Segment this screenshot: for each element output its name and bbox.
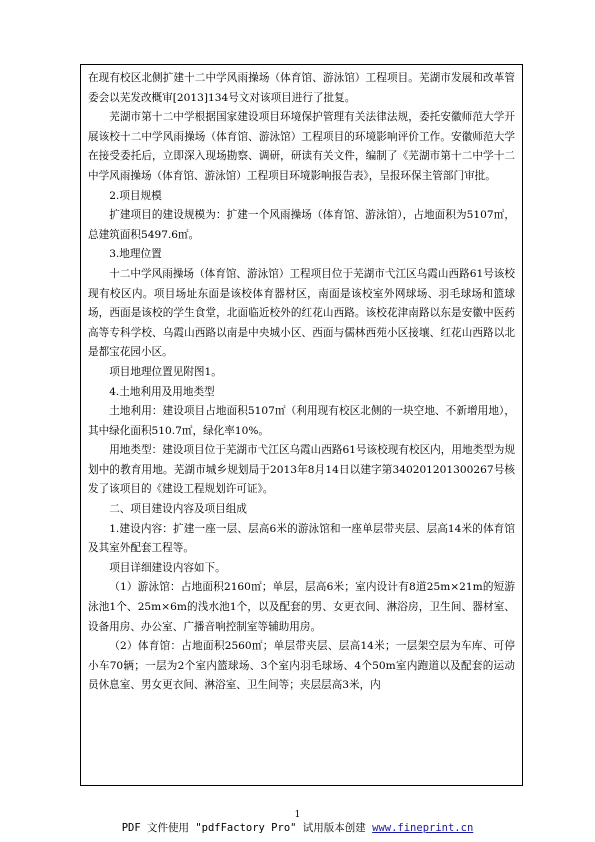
paragraph: （1）游泳馆：占地面积2160㎡；单层，层高6米；室内设计有8道25m×21m的短游泳池1个、25m×6m的浅水池1个，以及配套的男、女更衣间、淋浴房，卫生间、器材室、设备用房、办公室、广播音响控制室等辅助用房。	[88, 581, 515, 633]
paragraph: 2.项目规模	[109, 189, 162, 202]
content-frame	[80, 64, 523, 786]
footer-link[interactable]: www.fineprint.cn	[372, 822, 474, 834]
document-body	[81, 65, 522, 696]
pdf-footer	[0, 820, 595, 835]
paragraph: 扩建项目的建设规模为：扩建一个风雨操场（体育馆、游泳馆），占地面积为5107㎡，总建筑面积5497.6㎡。	[88, 209, 515, 241]
paragraph: 芜湖市第十二中学根据国家建设项目环境保护管理有关法律法规，委托安徽师范大学开展该校十二中学风雨操场（体育馆、游泳馆）工程项目的环境影响评价工作。安徽师范大学在接受委托后，立即深入现场勘察、调研，研读有关文件，编制了《芜湖市第十二中学十二中学风雨操场（体育馆、游泳馆）工程项目环境影响报告表》，呈报环保主管部门审批。	[88, 111, 515, 182]
paragraph: 土地利用：建设项目占地面积5107㎡（利用现有校区北侧的一块空地、不新增用地），其中绿化面积510.7㎡，绿化率10%。	[88, 405, 515, 437]
paragraph: 项目地理位置见附图1。	[109, 365, 222, 378]
paragraph: （2）体育馆：占地面积2560㎡；单层带夹层、层高14米；一层架空层为车库、可停小车70辆；一层为2个室内篮球场、3个室内羽毛球场、4个50m室内跑道以及配套的运动员休息室、男女更衣间、淋浴室、卫生间等；夹层层高3米，内	[88, 640, 515, 692]
paragraph: 4.土地利用及用地类型	[109, 385, 215, 398]
paragraph: 用地类型：建设项目位于芜湖市弋江区乌霞山西路61号该校现有校区内，用地类型为规划中的教育用地。芜湖市城乡规划局于2013年8月14日以建字第340201201300267号核发了该项目的《建设工程规划许可证》。	[88, 444, 515, 496]
paragraph: 在现有校区北侧扩建十二中学风雨操场（体育馆、游泳馆）工程项目。芜湖市发展和改革管委会以芜发改概审[2013]134号文对该项目进行了批复。	[88, 72, 515, 104]
page-number: 1	[294, 810, 301, 820]
footer-text: PDF 文件使用 "pdfFactory Pro" 试用版本创建	[121, 822, 373, 834]
paragraph: 项目详细建设内容如下。	[109, 561, 226, 574]
paragraph: 1.建设内容：扩建一座一层、层高6米的游泳馆和一座单层带夹层、层高14米的体育馆及其室外配套工程等。	[88, 522, 515, 555]
paragraph: 十二中学风雨操场（体育馆、游泳馆）工程项目位于芜湖市弋江区乌霞山西路61号该校现有校区内。项目场址东面是该校体育器材区，南面是该校室外网球场、羽毛球场和篮球场，西面是该校的学生食堂，北面临近校外的红花山西路。该校花津南路以东是安徽中医药高等专科学校、乌霞山西路以南是中央城小区、西面与儒林西苑小区接壤、红花山西路以北是都宝花园小区。	[88, 267, 515, 359]
paragraph: 二、项目建设内容及项目组成	[109, 503, 247, 516]
paragraph: 3.地理位置	[109, 248, 162, 261]
